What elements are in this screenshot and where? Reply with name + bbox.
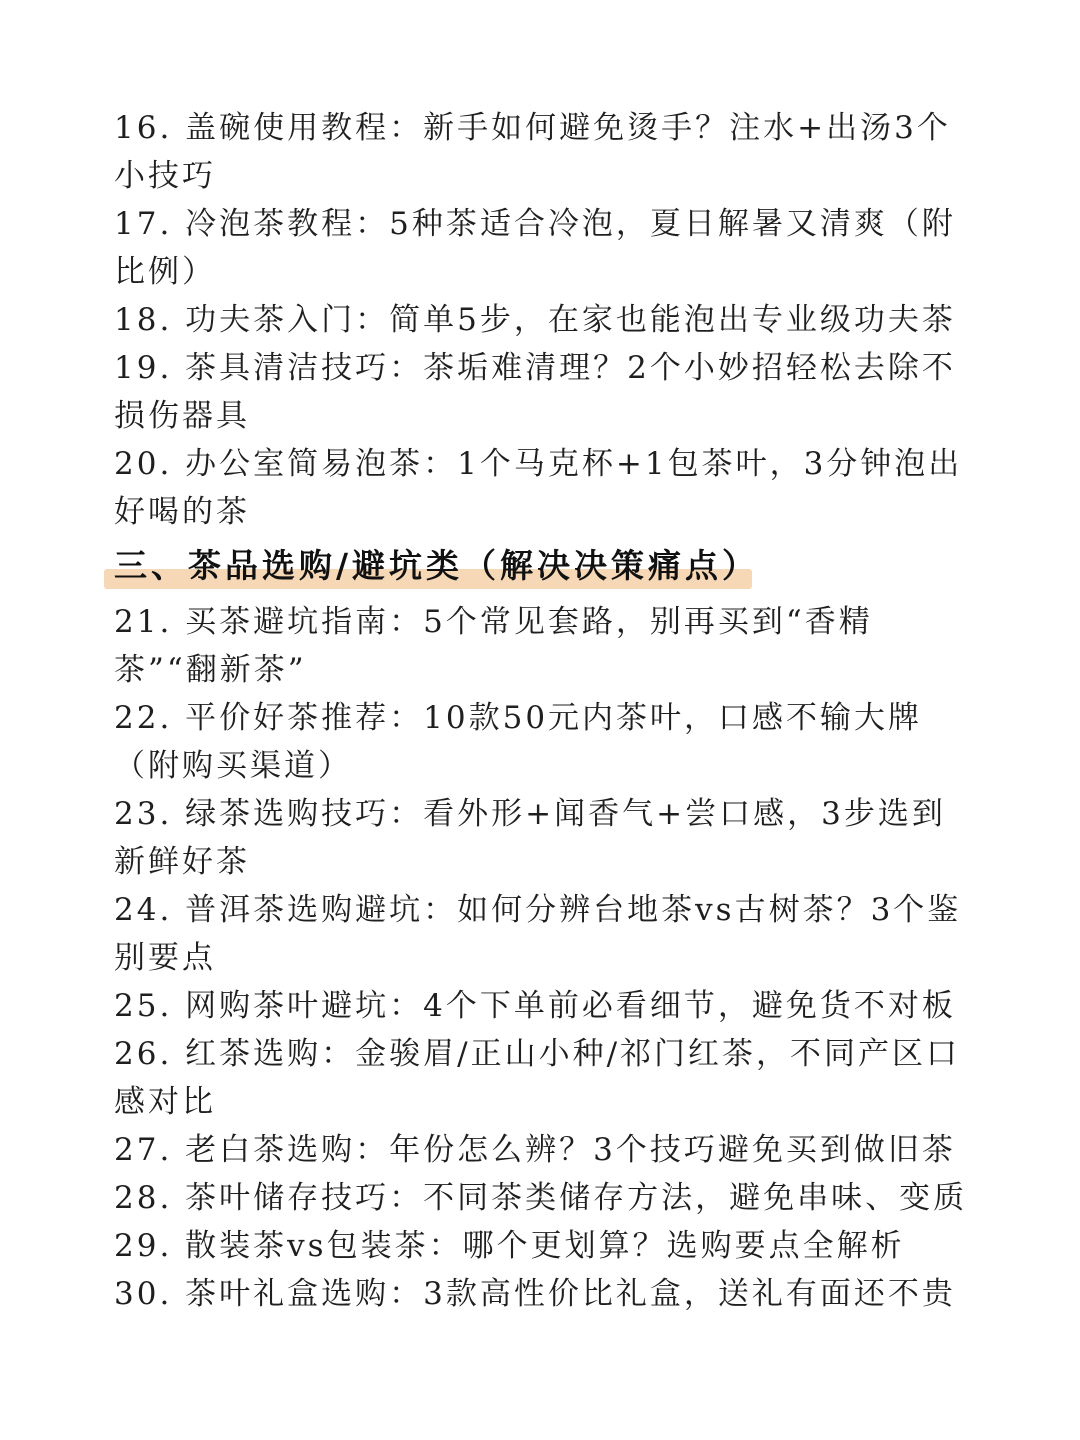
section-heading: 三、茶品选购/避坑类（解决决策痛点） [114,546,760,585]
list-item-22: 22. 平价好茶推荐：10款50元内茶叶，口感不输大牌（附购买渠道） [114,700,923,784]
list-item-23: 23. 绿茶选购技巧：看外形+闻香气+尝口感，3步选到新鲜好茶 [114,796,946,880]
list-item-18: 18. 功夫茶入门：简单5步，在家也能泡出专业级功夫茶 [114,302,956,338]
list-item-29: 29. 散装茶vs包装茶：哪个更划算？选购要点全解析 [114,1228,905,1264]
list-item-27: 27. 老白茶选购：年份怎么辨？3个技巧避免买到做旧茶 [114,1132,956,1168]
tea-buying-list [114,598,972,1318]
brewing-tips-list [114,104,972,536]
list-item-24: 24. 普洱茶选购避坑：如何分辨台地茶vs古树茶？3个鉴别要点 [114,892,962,976]
list-item-17: 17. 冷泡茶教程：5种茶适合冷泡，夏日解暑又清爽（附比例） [114,206,956,290]
list-item-25: 25. 网购茶叶避坑：4个下单前必看细节，避免货不对板 [114,988,956,1024]
list-item-28: 28. 茶叶储存技巧：不同茶类储存方法，避免串味、变质 [114,1180,968,1216]
list-item-21: 21. 买茶避坑指南：5个常见套路，别再买到“香精茶”“翻新茶” [114,604,873,688]
list-item-19: 19. 茶具清洁技巧：茶垢难清理？2个小妙招轻松去除不损伤器具 [114,350,956,434]
list-item-16: 16. 盖碗使用教程：新手如何避免烫手？注水+出汤3个小技巧 [114,110,951,194]
list-item-20: 20. 办公室简易泡茶：1个马克杯+1包茶叶，3分钟泡出好喝的茶 [114,446,963,530]
list-item-26: 26. 红茶选购：金骏眉/正山小种/祁门红茶，不同产区口感对比 [114,1036,961,1120]
list-item-30: 30. 茶叶礼盒选购：3款高性价比礼盒，送礼有面还不贵 [114,1276,956,1312]
section-heading-container [114,540,972,598]
